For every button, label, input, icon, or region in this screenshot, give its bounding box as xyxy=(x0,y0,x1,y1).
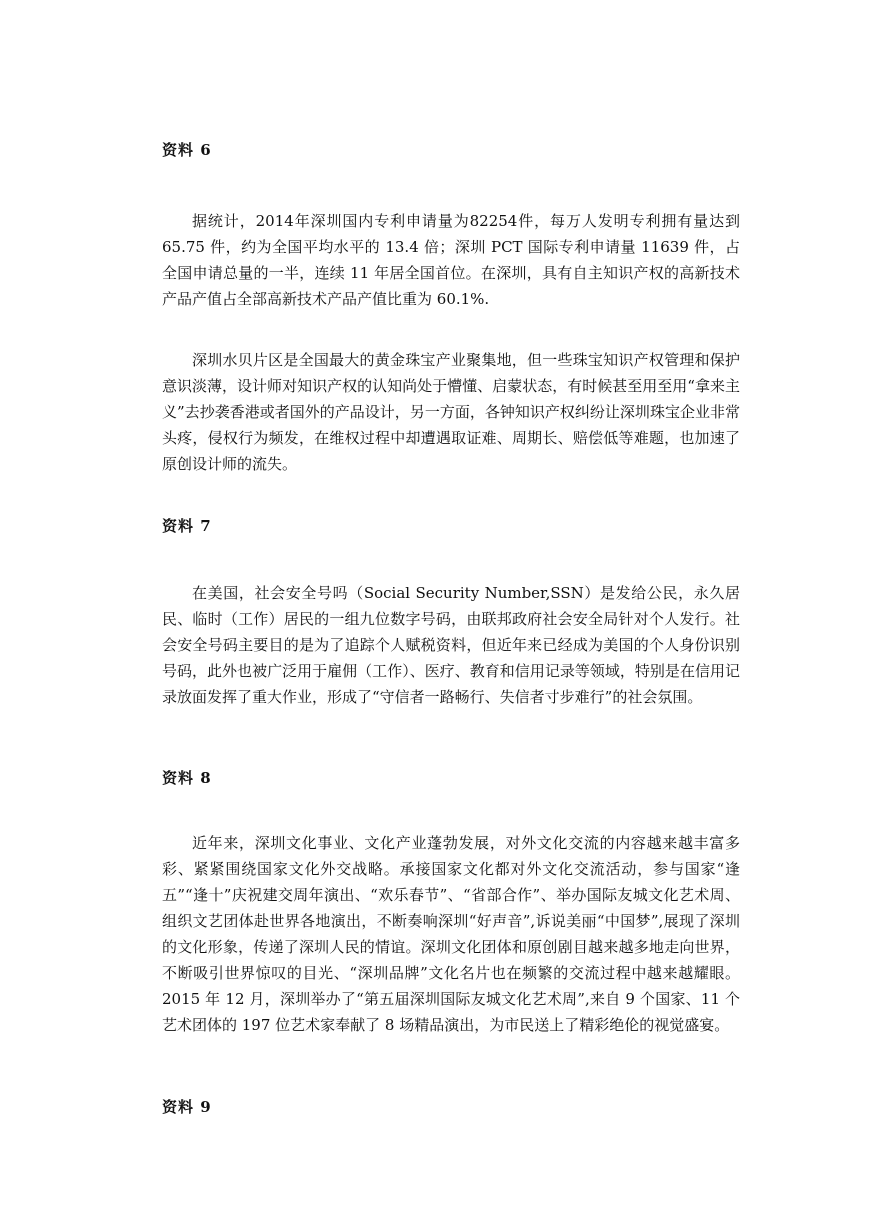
section-heading-6: 资料 6 xyxy=(162,141,212,159)
section-heading-7: 资料 7 xyxy=(162,517,212,535)
paragraph-6-1: 据统计，2014年深圳国内专利申请量为82254件，每万人发明专利拥有量达到65.75 件，约为全国平均水平的 13.4 倍；深圳 PCT 国际专利申请量 11639 件，占全国申请总量的一半，连续 11 年居全国首位。在深圳，具有自主知识产权的高新技术产品产值占全部高新技术产品产值比重为 60.1%. xyxy=(162,212,740,308)
section-heading-8: 资料 8 xyxy=(162,769,212,787)
section-heading-9: 资料 9 xyxy=(162,1098,212,1116)
paragraph-8-1: 近年来，深圳文化事业、文化产业蓬勃发展，对外文化交流的内容越来越丰富多彩、紧紧围绕国家文化外交战略。承接国家文化都对外文化交流活动，参与国家“逢五”“逢十”庆祝建交周年演出、“欢乐春节”、“省部合作”、举办国际友城文化艺术周、组织文艺团体赴世界各地演出，不断奏响深圳“好声音”,诉说美丽“中国梦”,展现了深圳的文化形象，传递了深圳人民的情谊。深圳文化团体和原创剧目越来越多地走向世界，不断吸引世界惊叹的目光、“深圳品牌”文化名片也在频繁的交流过程中越来越耀眼。2015 年 12 月，深圳举办了“第五届深圳国际友城文化艺术周”,来自 9 个国家、11 个艺术团体的 197 位艺术家奉献了 8 场精品演出，为市民送上了精彩绝伦的视觉盛宴。 xyxy=(162,834,740,1034)
paragraph-7-1: 在美国，社会安全号吗（Social Security Number,SSN）是发给公民，永久居民、临时（工作）居民的一组九位数字号码，由联邦政府社会安全局针对个人发行。社会安全号码主要目的是为了追踪个人赋税资料，但近年来已经成为美国的个人身份识别号码，此外也被广泛用于雇佣（工作）、医疗、教育和信用记录等领域，特别是在信用记录放面发挥了重大作业，形成了“守信者一路畅行、失信者寸步难行”的社会氛围。 xyxy=(162,584,740,706)
paragraph-6-2: 深圳水贝片区是全国最大的黄金珠宝产业聚集地，但一些珠宝知识产权管理和保护意识淡薄，设计师对知识产权的认知尚处于懵懂、启蒙状态，有时候甚至用至用“拿来主义”去抄袭香港或者国外的产品设计，另一方面，各钟知识产权纠纷让深圳珠宝企业非常头疼，侵权行为频发，在维权过程中却遭遇取证难、周期长、赔偿低等难题，也加速了原创设计师的流失。 xyxy=(162,351,740,473)
